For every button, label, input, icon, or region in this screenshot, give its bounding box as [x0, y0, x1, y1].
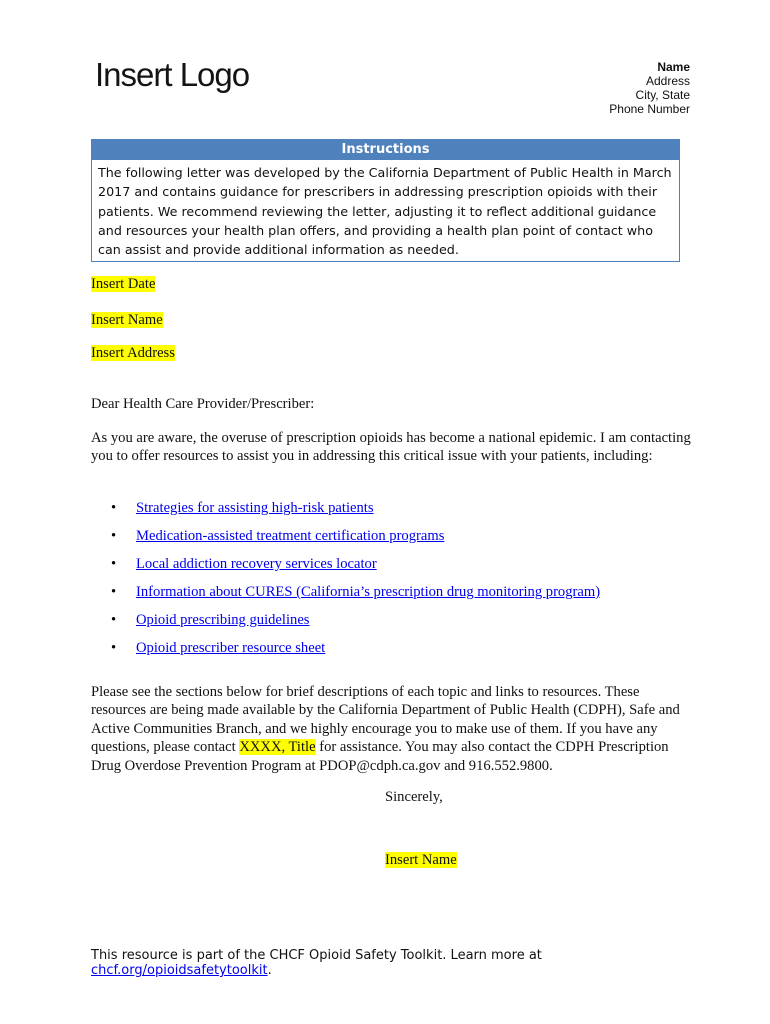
recipient-name-field: [91, 312, 163, 329]
link-recovery-locator[interactable]: Local addiction recovery services locator: [136, 556, 377, 572]
footer-period: .: [267, 963, 272, 978]
date-placeholder: Insert Date: [91, 276, 156, 292]
list-item: [91, 526, 600, 554]
intro-paragraph: As you are aware, the overuse of prescription opioids has become a national epidemic. I am contacting you to offer resources to assist you in addressing this critical issue with your patients, including:: [91, 430, 691, 465]
recipient-address-field: [91, 345, 175, 362]
recipient-address-placeholder: Insert Address: [91, 345, 175, 361]
greeting: Dear Health Care Provider/Prescriber:: [91, 396, 315, 412]
signature-placeholder: Insert Name: [385, 852, 457, 868]
link-mat-certification[interactable]: Medication-assisted treatment certification programs: [136, 528, 445, 544]
contact-city-state: City, State: [635, 88, 690, 102]
link-cures-info[interactable]: Information about CURES (California’s prescription drug monitoring program): [136, 584, 601, 600]
list-item: [91, 498, 600, 526]
sincerely: Sincerely,: [385, 789, 443, 805]
bullet-icon: •: [111, 556, 117, 572]
list-item: [91, 638, 600, 666]
bullet-icon: •: [111, 500, 117, 516]
bullet-icon: •: [111, 612, 117, 628]
contact-block: [609, 60, 690, 116]
instructions-title: Instructions: [92, 140, 679, 160]
bullet-icon: •: [111, 528, 117, 544]
date-field: [91, 276, 155, 293]
logo-placeholder: Insert Logo: [95, 56, 250, 93]
instructions-body: The following letter was developed by the California Department of Public Health in March 2017 and contains guidance for prescribers in addressing prescription opioids with their patients. We recommend reviewing the letter, adjusting it to reflect additional guidance and resources your health plan offers, and providing a health plan point of contact who can assist and provide additional information as needed.: [98, 165, 672, 258]
link-resource-sheet[interactable]: Opioid prescriber resource sheet: [136, 640, 326, 656]
link-high-risk-strategies[interactable]: Strategies for assisting high-risk patients: [136, 500, 374, 516]
instructions-box: [91, 139, 680, 262]
bullet-icon: •: [111, 640, 117, 656]
contact-name: Name: [657, 60, 690, 74]
list-item: [91, 610, 600, 638]
footer-link[interactable]: chcf.org/opioidsafetytoolkit: [91, 963, 268, 978]
signature-field: [385, 852, 457, 869]
bullet-icon: •: [111, 584, 117, 600]
closing-text-2: for assistance. You may also contact the CDPH Prescription Drug Overdose Prevention Program at PDOP@cdph.ca.gov and 916.552.9800.: [91, 739, 669, 774]
footer: [91, 948, 542, 978]
closing-text-1: Please see the sections below for brief descriptions of each topic and links to resources. These resources are being made available by the California Department of Public Health (CDPH), Safe and Active Communities Branch, and we highly encourage you to make use of them. If you have any questions, please contact: [91, 684, 680, 756]
contact-placeholder: XXXX, Title: [239, 739, 316, 756]
link-prescribing-guidelines[interactable]: Opioid prescribing guidelines: [136, 612, 310, 628]
resource-links-list: [91, 498, 600, 666]
recipient-name-placeholder: Insert Name: [91, 312, 163, 328]
contact-address: Address: [645, 74, 690, 88]
footer-text: This resource is part of the CHCF Opioid Safety Toolkit. Learn more at: [91, 948, 542, 963]
footer-link-line: [91, 963, 542, 978]
list-item: [91, 582, 600, 610]
closing-paragraph: [91, 683, 691, 775]
contact-phone: Phone Number: [609, 102, 690, 116]
list-item: [91, 554, 600, 582]
